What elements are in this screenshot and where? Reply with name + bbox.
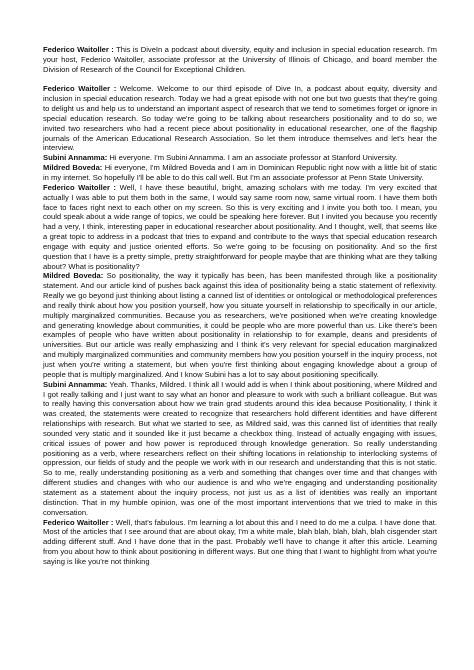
- paragraph-text: Well, I have these beautiful, bright, amazing scholars with me today. I'm very excited that actually I was able to put them both in the same, I would say same room now, same virtual room. I have them both face to faces right next to each other on my screen. So this is very exciting and I invite you both too. I mean, you could speak about a wide range of topics, we could be speaking here forever. But I invited you because you recently had a very, I think, interesting paper in educational researcher about positionality. And I thought, well, that seems like a great topic to address in a podcast that tries to expand and contribute to the ways that special education research engage with equity and justice oriented efforts. So we're going to be focusing on positionality. And so the first question that I have is a pretty simple, pretty straightforward for people maybe that are thinking what are they talking about? What is positionality?: [43, 182, 438, 271]
- paragraph-subini-answer: [43, 380, 437, 518]
- paragraph-text: Welcome. Welcome to our third episode of Dive In, a podcast about equity, diversity and inclusion in special education research. Today we had a great episode with not one but two guests that they're going to delight us and help us to understand an important aspect of research that we tend to sometimes forget or ignore in special education research. So today we're going to be talking about researchers positionality and to do so, we invited two researchers who had a recent piece about positionality in educational researcher, one of the flagship journals of the American Educational Research Association. So let them introduce themselves and let's hear the interview.: [43, 84, 438, 153]
- paragraph-subini-intro: [43, 153, 437, 163]
- paragraph-federico-response: [43, 518, 437, 567]
- paragraph-text: So positionality, the way it typically has been, has been manifested through like a positionality statement. And our article kind of pushes back against this idea of positionality being a static statement of reflexivity. Really we go beyond just thinking about listing a canned list of identities or ontological or methodological preferences and really think about how you position yourself, how you situate yourself in relationship to specifically in our article, multiply marginalized communities. Because you as researchers, we're positioned when we're creating knowledge and generating knowledge about communities, it could be people who are more powerful than us. Like there's been examples of people who have written about positionality in relationship to for example, deans and presidents of universities. But our article was really emphasizing and I think it's very relevant for special education marginalized and multiply marginalized communities and community members how you position yourself in the inquiry process, not just when you're writing a statement, but when you're first thinking about engaging knowledge about a group of people that is multiply marginalized. And I know Subini has a lot to say about positioning specifically.: [43, 271, 437, 379]
- speaker-name: Mildred Boveda:: [43, 163, 103, 173]
- speaker-name: Mildred Boveda:: [43, 271, 104, 281]
- paragraph-question: [43, 183, 437, 272]
- transcript-block: [43, 45, 437, 567]
- speaker-name: Federico Waitoller :: [43, 45, 114, 54]
- paragraph-gap: [43, 75, 437, 85]
- speaker-name: Subini Annamma:: [43, 379, 108, 389]
- paragraph-text: Well, that's fabulous. I'm learning a lot about this and I need to do me a culpa. I have done that. Most of the articles that I see around that are about okay, I'm a white male, blah blah, blah, blah, blah cisgender start adding different stuff. And I have done that in the past. Probably we'll have to change it after this article. Learning from you about how to think about positioning in different ways. But one thing that I want to highlight from what you're saying is like you're not thinking: [43, 517, 437, 566]
- speaker-name: Federico Waitoller :: [43, 517, 114, 527]
- speaker-name: Subini Annamma:: [43, 153, 108, 163]
- paragraph-text: Hi everyone. I'm Subini Annamma. I am an associate professor at Stanford University.: [107, 153, 398, 163]
- paragraph-mildred-intro: [43, 163, 437, 183]
- speaker-name: Federico Waitoller :: [43, 84, 117, 94]
- paragraph-text: Hi everyone, I'm Mildred Boveda and I am in Dominican Republic right now with a little bit of static in my internet. So hopefully I'll be able to do this call well. But I'm an associate professor at Penn State University.: [43, 163, 437, 182]
- paragraph-text: Yeah. Thanks, Mildred. I think all I would add is when I think about positioning, where Mildred and I got really talking and I just want to say what an honor and pleasure to work with such a brilliant colleague. But was to really having this conversation about how we train grad students around this idea because Positionality, I think it was created, the statements were created to recognize that researchers hold different identities and have different relationships with research. But what we started to see, as Mildred said, was this canned list of identities that really sounded very static and it sounded like it just became a checkbox thing. Instead of actually engaging with issues, critical issues of power and how power is reproduced through knowledge generation. So really understanding positioning as a verb, where researchers reflect on their shifting locations in relationship to interlocking systems of oppression, our fields of study and the people we work with in our research and understanding that this is not static. So to me, really understanding positioning as a verb and something that changes over time and that changes with different studies and changes with who our audience is and who we're engaging and understanding positionality statement as a statement about the inquiry process, not just us as a list of identities was really an important distinction. That in my humble opinion, was one of the most important interventions that we tried to make in this conversation.: [43, 379, 437, 517]
- paragraph-intro: [43, 45, 437, 75]
- paragraph-welcome: [43, 84, 437, 153]
- paragraph-mildred-answer: [43, 271, 437, 379]
- paragraph-text: This is DiveIn a podcast about diversity, equity and inclusion in special education research. I'm your host, Federico Waitoller, associate professor at the University of Illinois of Chicago, and board member the Division of Research of the Council for Exceptional Children.: [43, 45, 437, 74]
- speaker-name: Federico Waitoller :: [43, 182, 117, 192]
